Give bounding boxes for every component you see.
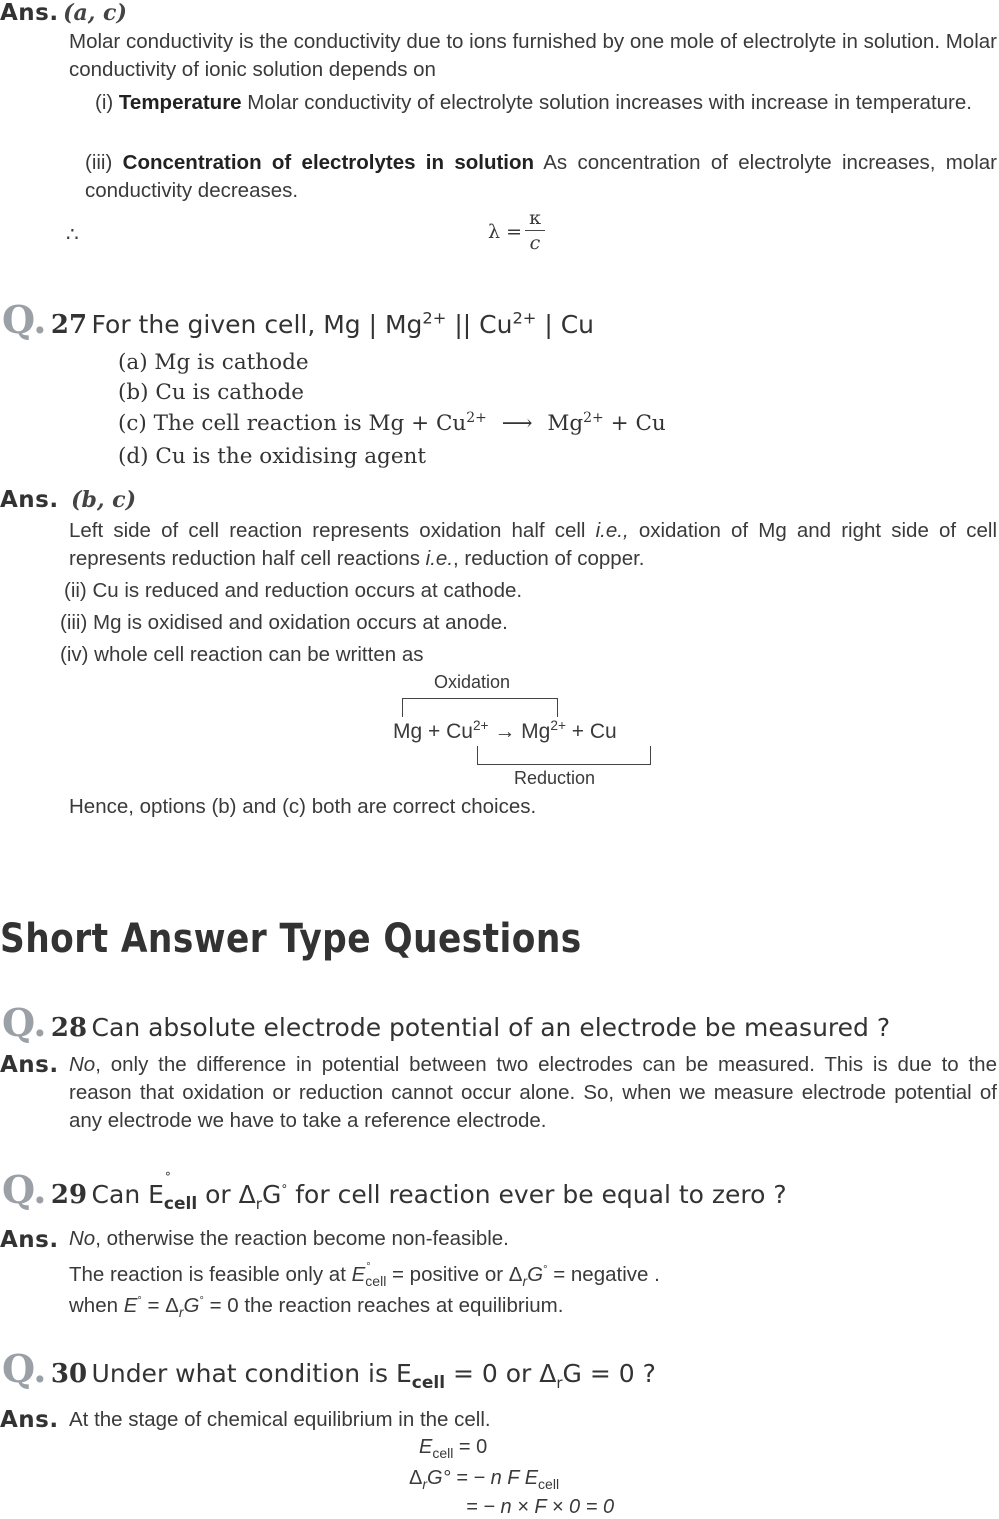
reaction-arrow: ⟶ [501, 411, 533, 437]
q30-equation-2: $\Delta_rG^\circ$ = − n F $E_{cell}$ [409, 1467, 560, 1492]
question-text: For the given cell, Mg | $Mg^{2+}$ || $Cu^{2+}$ | Cu [91, 308, 595, 339]
q26-point-3: (iii) Concentration of electrolytes in solution As concentration of electrolyte increases, molar conductivity decreases. [85, 151, 997, 202]
oxidation-bracket [402, 698, 558, 717]
formula-lhs: λ = [488, 221, 523, 243]
reduction-label: Reduction [514, 768, 596, 788]
q29-answer-label: Ans. [0, 1227, 59, 1253]
fraction-bar [525, 230, 545, 231]
answer-label: Ans. [0, 487, 59, 513]
q28-answer-text: No, only the difference in potential between two electrodes can be measured. This is due to the reason that oxidation or reduction cannot occur alone. So, when we measure electrode potential of any electrode we have to take a reference electrode. [69, 1053, 997, 1132]
q30-answer-text: At the stage of chemical equilibrium in the cell. [69, 1408, 491, 1431]
q29-question [2, 1167, 787, 1214]
answer-options: (a, c) [63, 0, 127, 26]
fraction-numerator: κ [529, 207, 541, 229]
question-number: 28 [50, 1013, 88, 1043]
question-marker: Q. [2, 1000, 47, 1045]
question-text: Under what condition is $E_{cell} = 0$ or $\Delta_rG = 0$ ? [91, 1359, 656, 1393]
q26-answer-intro: Molar conductivity is the conductivity due to ions furnished by one mole of electrolyte in solution. Molar conductivity of ionic solution depends on [69, 30, 997, 81]
q29-answer-line1: No, otherwise the reaction become non-feasible. [69, 1227, 509, 1250]
q28-answer-label: Ans. [0, 1052, 59, 1078]
q30-question [2, 1346, 656, 1393]
q27-conclusion: Hence, options (b) and (c) both are correct choices. [69, 795, 537, 818]
answer-label: Ans. [0, 0, 59, 26]
q30-equation-1: $E_{cell} = 0$ [419, 1436, 488, 1461]
q27-option-a: (a) Mg is cathode [118, 350, 309, 375]
question-marker: Q. [2, 1167, 47, 1212]
q27-answer-header [0, 487, 136, 513]
q27-question [2, 297, 594, 342]
formula-fraction [525, 208, 545, 253]
question-number: 27 [50, 310, 88, 340]
point-heading: Temperature [118, 91, 242, 114]
redox-diagram [380, 672, 680, 792]
fraction-denominator: c [529, 232, 541, 254]
question-number: 30 [50, 1359, 88, 1389]
q26-answer-header [0, 0, 127, 26]
redox-equation: $Mg + Cu^{2+} \to Mg^{2+} + Cu$ [393, 718, 617, 743]
q27-point-3: (iii) Mg is oxidised and oxidation occurs at anode. [60, 611, 508, 634]
point-heading: Concentration of electrolytes in solution [122, 151, 535, 174]
section-heading: Short Answer Type Questions [0, 916, 582, 962]
answer-options: (b, c) [71, 487, 136, 513]
q27-option-d: (d) Cu is the oxidising agent [118, 444, 427, 469]
q30-equation-3: = − n × F × 0 = 0 [466, 1496, 615, 1518]
q30-answer-label: Ans. [0, 1407, 59, 1433]
question-marker: Q. [2, 297, 47, 342]
q27-point-4: (iv) whole cell reaction can be written as [60, 643, 424, 666]
question-text: Can absolute electrode potential of an electrode be measured ? [91, 1013, 891, 1042]
reduction-bracket [477, 746, 651, 765]
q29-answer-line2: The reaction is feasible only at E ° $_{cell}$ = positive or $\Delta_rG^\circ$ = negative . [69, 1260, 660, 1289]
q27-option-b: (b) Cu is cathode [118, 380, 305, 405]
question-number: 29 [50, 1180, 88, 1210]
q29-answer-line3: when $E^\circ = \Delta_rG^\circ = 0$ the reaction reaches at equilibrium. [69, 1293, 564, 1320]
q28-question [2, 1000, 890, 1045]
q27-option-c: (c) The cell reaction is $Mg + Cu^{2+}$ ⟶ $Mg^{2+} + Cu$ [118, 410, 666, 437]
therefore-symbol: ∴ [66, 224, 79, 246]
question-text: Can E ° $_{cell}$ or $\Delta_rG^\circ$ for cell reaction ever be equal to zero ? [91, 1170, 787, 1214]
oxidation-label: Oxidation [434, 672, 511, 692]
q27-answer-intro: Left side of cell reaction represents oxidation half cell i.e., oxidation of Mg and right side of cell represents reduction half cell reactions i.e., reduction of copper. [69, 519, 998, 570]
q26-point-1: (i) Temperature Molar conductivity of electrolyte solution increases with increase in temperature. [95, 91, 972, 114]
q27-point-2: (ii) Cu is reduced and reduction occurs at cathode. [64, 579, 523, 602]
question-marker: Q. [2, 1346, 47, 1391]
